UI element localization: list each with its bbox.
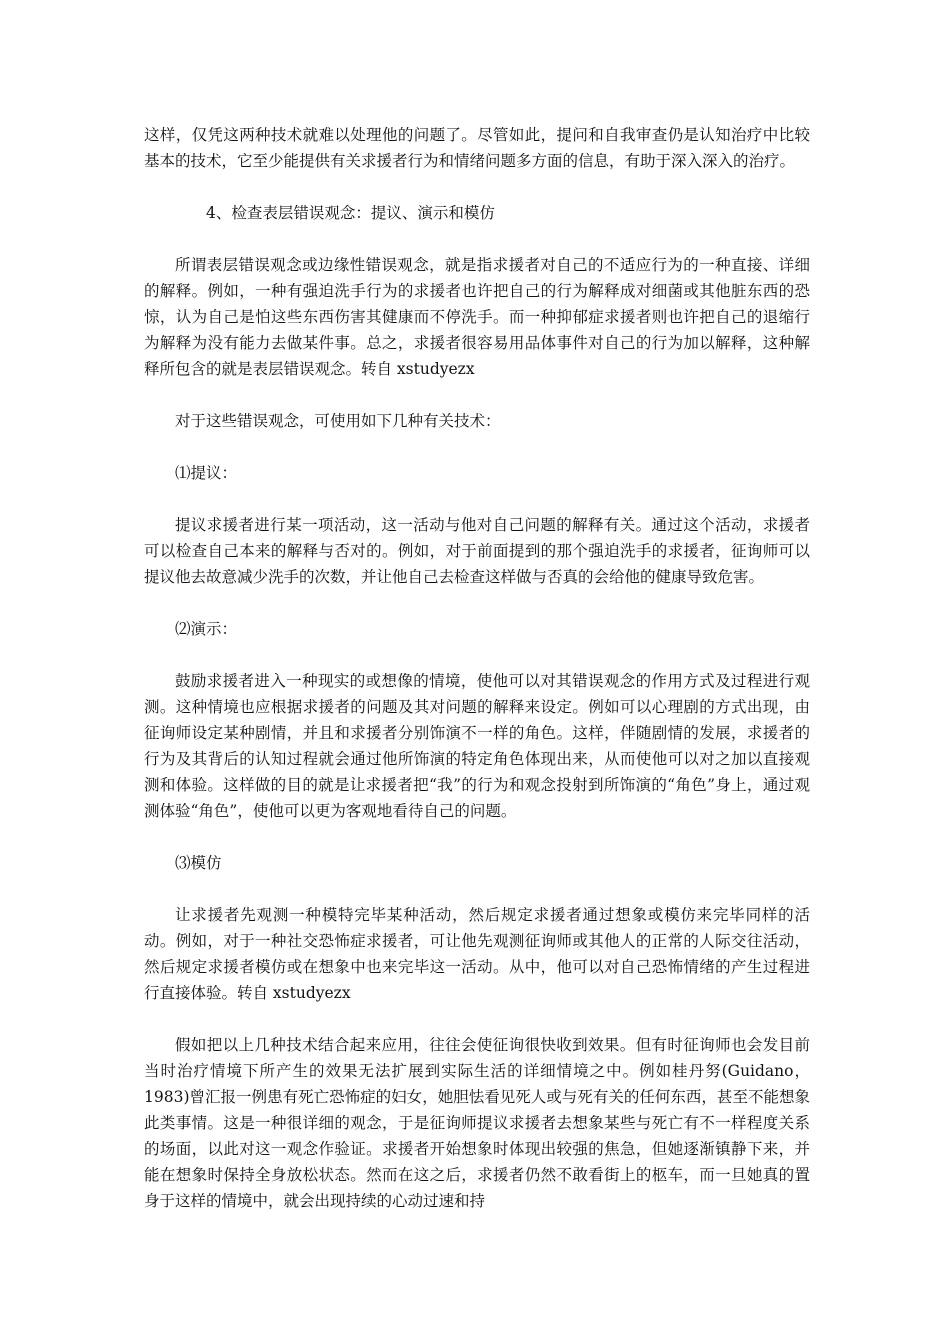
subheading-suggestion: ⑴提议： — [175, 464, 238, 482]
paragraph-combined-techniques: 假如把以上几种技术结合起来应用，往往会使征询很快收到效果。但有时征询师也会发目前当时治疗情境下所产生的效果无法扩展到实际生活的详细情境之中。例如桂丹努(Guidano，1983)曾汇报一例患有死亡恐怖症的妇女，她胆怯看见死人或与死有关的任何东西，甚至不能想象此类事情。这是一种很详细的观念，于是征询师提议求援者去想象某些与死亡有不一样程度关系的场面，以此对这一观念作验证。求援者开始想象时体现出较强的焦急，但她逐渐镇静下来，并能在想象时保持全身放松状态。然而在这之后，求援者仍然不敢看街上的柩车，而一旦她真的置身于这样的情境中，就会出现持续的心动过速和持 — [144, 1036, 810, 1210]
subheading-demonstration: ⑵演示： — [175, 620, 238, 638]
paragraph-techniques-intro: 对于这些错误观念，可使用如下几种有关技术： — [175, 412, 501, 430]
section-heading: 4、检查表层错误观念：提议、演示和模仿 — [206, 204, 495, 222]
subheading-imitation: ⑶模仿 — [175, 854, 222, 872]
document-body — [144, 122, 810, 1214]
paragraph-suggestion: 提议求援者进行某一项活动，这一活动与他对自己问题的解释有关。通过这个活动，求援者可以检查自己本来的解释与否对的。例如，对于前面提到的那个强迫洗手的求援者，征询师可以提议他去故意减少洗手的次数，并让他自己去检查这样做与否真的会给他的健康导致危害。 — [144, 516, 810, 586]
paragraph-surface-misconceptions: 所谓表层错误观念或边缘性错误观念，就是指求援者对自己的不适应行为的一种直接、详细的解释。例如，一种有强迫洗手行为的求援者也许把自己的行为解释成对细菌或其他脏东西的恐惊，认为自己是怕这些东西伤害其健康而不停洗手。而一种抑郁症求援者则也许把自己的退缩行为解释为没有能力去做某件事。总之，求援者很容易用品体事件对自己的行为加以解释，这种解释所包含的就是表层错误观念。转自 xstudyezx — [144, 256, 810, 378]
paragraph-continuation: 这样，仅凭这两种技术就难以处理他的问题了。尽管如此，提问和自我审查仍是认知治疗中比较基本的技术，它至少能提供有关求援者行为和情绪问题多方面的信息，有助于深入深入的治疗。 — [144, 126, 810, 170]
paragraph-imitation: 让求援者先观测一种模特完毕某种活动，然后规定求援者通过想象或模仿来完毕同样的活动。例如，对于一种社交恐怖症求援者，可让他先观测征询师或其他人的正常的人际交往活动，然后规定求援者模仿或在想象中也来完毕这一活动。从中，他可以对自己恐怖情绪的产生过程进行直接体验。转自 xstudyezx — [144, 906, 810, 1002]
paragraph-demonstration: 鼓励求援者进入一种现实的或想像的情境，使他可以对其错误观念的作用方式及过程进行观测。这种情境也应根据求援者的问题及其对问题的解释来设定。例如可以心理剧的方式出现，由征询师设定某种剧情，并且和求援者分别饰演不一样的角色。这样，伴随剧情的发展，求援者的行为及其背后的认知过程就会通过他所饰演的特定角色体现出来，从而使他可以对之加以直接观测和体验。这样做的目的就是让求援者把“我”的行为和观念投射到所饰演的“角色”身上，通过观测体验“角色”，使他可以更为客观地看待自己的问题。 — [144, 672, 810, 820]
